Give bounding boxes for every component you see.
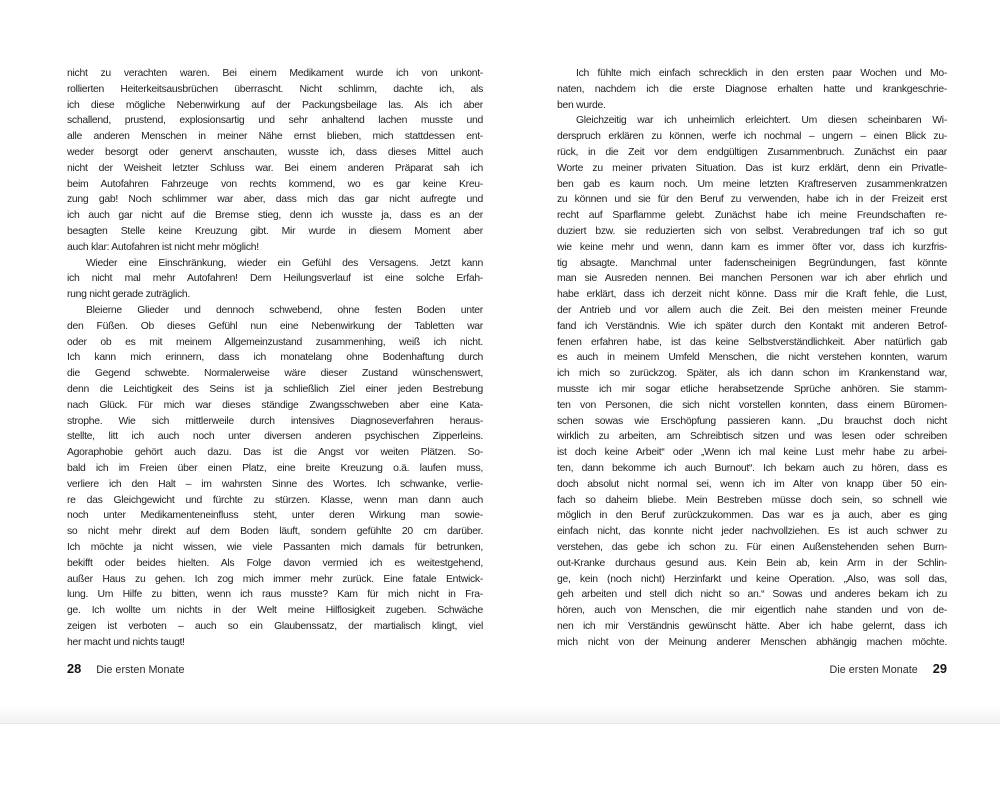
- text-line: ich auch gar nicht auf die Bremse stieg, denn ich wusste ja, dass es an der: [67, 210, 483, 222]
- text-line: Bleierne Glieder und dennoch schwebend, ohne festen Boden unter: [86, 304, 483, 316]
- text-line: schen sowas wie Erschöpfung passieren kann. „Du brauchst doch nicht: [557, 415, 947, 427]
- text-line: ich diese mögliche Nebenwirkung auf der Packungsbeilage las. Als ich aber: [67, 99, 483, 111]
- text-line: her macht und nichts taugt!: [67, 636, 185, 648]
- text-line: strophe. Wie sich mittlerweile durch intensives Diagnoseverfahren heraus-: [67, 415, 483, 427]
- text-line: verliere ich den Halt – im wahrsten Sinne des Wortes. Ich schwanke, verlie-: [67, 478, 483, 490]
- text-line: rung nicht gerade zuträglich.: [67, 289, 190, 301]
- text-line: Worte zu meiner privaten Situation. Das ist kurz erklärt, denn ein Privatle-: [557, 162, 947, 174]
- page-footer-left: [67, 661, 184, 676]
- text-line: es auch in meinem Umfeld Menschen, die nicht verstehen konnten, warum: [557, 352, 947, 364]
- page-footer-right: [830, 661, 947, 676]
- text-line: Wieder eine Einschränkung, wieder ein Gefühl des Versagens. Jetzt kann: [86, 257, 483, 269]
- text-line: schallend, prustend, explosionsartig und sehr anhaltend lachen musste und: [67, 115, 483, 127]
- text-line: besagten Stelle keine Kreuzung gibt. Mir wurde in diesem Moment aber: [67, 225, 483, 237]
- text-line: Ich kann mich erinnern, dass ich monatelang ohne Bodenhaftung durch: [67, 352, 483, 364]
- running-title-left: Die ersten Monate: [96, 664, 185, 676]
- text-line: duziert bzw. sie reduzierten sich von selbst. Verabredungen traf ich so gut: [557, 225, 947, 237]
- text-line: möglich in den Beruf zurückzukommen. Das war es ja auch, aber es ging: [557, 510, 947, 522]
- page-right-text: [557, 66, 947, 650]
- page-number-left: 28: [67, 661, 82, 676]
- text-line: ben wurde.: [557, 99, 606, 111]
- text-line: nicht der Weisheit letzter Schluss war. Bei einem anderen Präparat sah ich: [67, 162, 483, 174]
- text-line: nicht zu verachten waren. Bei einem Medikament wurde ich von unkont-: [67, 68, 483, 79]
- text-line: denn die Leichtigkeit des Seins ist ja schließlich Ziel einer jeden Bestrebung: [67, 383, 483, 395]
- text-line: naten, nachdem ich die erste Diagnose erhalten hatte und krankgeschrie-: [557, 83, 947, 95]
- text-line: wie keine mehr und wenn, dann kam es immer öfter vor, dass ich kurzfris-: [557, 241, 947, 253]
- text-line: nach Glück. Für mich war dieses ständige Zwangsschweben aber eine Kata-: [67, 399, 483, 411]
- text-line: den Füßen. Ob dieses Gefühl nun eine Nebenwirkung der Tabletten war: [67, 320, 483, 332]
- text-line: geh arbeiten und stell dich nicht so an.“ Sowas und anderes bekam ich zu: [557, 589, 947, 601]
- text-line: bekifft oder beides hielten. Als Folge davon vermied ich es weitestgehend,: [67, 557, 483, 569]
- text-line: noch unter Medikamenteneinfluss steht, unter deren Wirkung man sowie-: [67, 510, 483, 522]
- text-line: zung gab! Noch schlimmer war aber, dass mich das gar nicht aufregte und: [67, 194, 483, 206]
- text-line: alle anderen Menschen in meiner Nähe ernst blieben, mich stattdessen ent-: [67, 131, 483, 143]
- text-line: rollierten Heiterkeitsausbrüchen überrascht. Nicht schlimm, dachte ich, als: [67, 83, 483, 95]
- text-line: oder ob es mit meinem Allgemeinzustand zusammenhing, weiß ich nicht.: [67, 336, 483, 348]
- text-line: habe erklärt, dass ich derzeit nicht könne. Dass mir die Kraft fehle, die Lust,: [557, 289, 947, 301]
- text-line: hören, auch von Menschen, die mir eigentlich nahe standen und von de-: [557, 605, 947, 617]
- text-line: zu können und sie für den Beruf zu verwenden, habe ich in der Freizeit erst: [557, 194, 947, 206]
- text-line: ben gab es kaum noch. Um meine letzten Kraftreserven zusammenkratzen: [557, 178, 947, 190]
- text-line: weder besorgt oder genervt anschauten, wusste ich, dass dieses Mittel auch: [67, 146, 483, 158]
- text-line: ten von Personen, die sich nicht vorstellen konnten, dass einem Büromen-: [557, 399, 947, 411]
- text-line: tig absagte. Manchmal unter fadenscheinigen Begründungen, fast könnte: [557, 257, 947, 269]
- text-line: recht auf Sparflamme gelebt. Zunächst habe ich meine Freundschaften re-: [557, 210, 947, 222]
- text-line: einfach nicht, das konnte nicht jeder nachvollziehen. Es ist auch schwer zu: [557, 526, 947, 538]
- text-line: man sie Ausreden nennen. Bei manchen Personen war ich aber ehrlich und: [557, 273, 947, 285]
- text-line: fach so daheim bliebe. Mein Bestreben müsse doch sein, so schnell wie: [557, 494, 947, 506]
- text-line: ich nicht mal mehr Autofahren! Dem Heilungsverlauf ist eine solche Erfah-: [67, 273, 483, 285]
- text-line: Agoraphobie gehört auch dazu. Das ist die Angst vor weiten Plätzen. So-: [67, 447, 483, 459]
- text-line: Ich möchte ja nicht wissen, wie viele Passanten mich damals für betrunken,: [67, 541, 483, 553]
- text-line: fand ich Verständnis. Wie ich später durch den Kontakt mit anderen Betrof-: [557, 320, 947, 332]
- text-line: so nicht mehr direkt auf dem Boden läuft, sondern gefühlte 20 cm darüber.: [67, 526, 483, 538]
- text-line: mich nicht von der Meinung anderer Menschen abhängig machen möchte.: [557, 636, 947, 648]
- text-line: ge. Ich wollte um nichts in der Welt meine Hilflosigkeit zugeben. Schwäche: [67, 605, 483, 617]
- text-line: Ich fühlte mich einfach schrecklich in den ersten paar Wochen und Mo-: [576, 68, 947, 79]
- viewer-background: [0, 724, 1000, 800]
- text-line: ge, kein (noch nicht) Herzinfarkt und keine Operation. „Also, was soll das,: [557, 573, 947, 585]
- text-line: out-Kranke durchaus gesund aus. Kein Bein ab, kein Arm in der Schlin-: [557, 557, 947, 569]
- page-number-right: 29: [932, 661, 947, 676]
- text-line: rück, in die Zeit vor dem endgültigen Zusammenbruch. Zunächst ein paar: [557, 146, 947, 158]
- text-line: außer Haus zu gehen. Ich zog mich immer mehr zurück. Eine fatale Entwick-: [67, 573, 483, 585]
- text-line: ist doch keine Arbeit“ oder „Wenn ich mal keine Lust mehr habe zu arbei-: [557, 447, 947, 459]
- text-line: der Antrieb und vor allem auch die Zeit. Bei den meisten meiner Freunde: [557, 304, 947, 316]
- text-line: musste ich mir sogar etliche herabsetzende Sprüche anhören. Sie stamm-: [557, 383, 947, 395]
- text-line: re das Gleichgewicht und fürchte zu stürzen. Klasse, wenn man dann auch: [67, 494, 483, 506]
- text-line: zeigen ist verboten – auch so ein Glaubenssatz, der martialisch klingt, viel: [67, 620, 483, 632]
- text-line: bald ich im Freien über einen Platz, eine breite Kreuzung o.ä. laufen muss,: [67, 462, 483, 474]
- text-line: Gleichzeitig war ich unheimlich erleichtert. Um diesen scheinbaren Wi-: [576, 115, 947, 127]
- text-line: derspruch erklären zu können, werfe ich nochmal – ungern – einen Blick zu-: [557, 131, 947, 143]
- text-line: verstehen, das gebe ich schon zu. Für einen Außenstehenden sehen Burn-: [557, 541, 947, 553]
- text-line: beim Autofahren Fahrzeuge von rechts kommend, wo es gar keine Kreu-: [67, 178, 483, 190]
- text-line: auch klar: Autofahren ist nicht mehr möglich!: [67, 241, 259, 253]
- page-bottom-edge: [0, 705, 1000, 724]
- running-title-right: Die ersten Monate: [829, 664, 918, 676]
- text-line: ich mich so zurückzog. Später, als ich dann schon im Krankenstand war,: [557, 368, 947, 380]
- text-line: stellte, litt ich auch noch unter diversen anderen psychischen Zipperleins.: [67, 431, 483, 443]
- text-line: doch absolut nicht normal sei, wenn ich im Alter von knapp über 50 ein-: [557, 478, 947, 490]
- text-line: ten, dann bekomme ich auch Burnout“. Ich bekam auch zu hören, dass es: [557, 462, 947, 474]
- text-line: fenen erfahren habe, ist das keine Selbstverständlichkeit. Aber natürlich gab: [557, 336, 947, 348]
- text-line: wirklich zu arbeiten, am Schreibtisch sitzen und was lesen oder schreiben: [557, 431, 947, 443]
- page-left-text: [67, 66, 483, 650]
- text-line: die Gegend schwebte. Normalerweise wäre dieser Zustand wünschenswert,: [67, 368, 483, 380]
- text-line: lung. Um Hilfe zu bitten, wenn ich raus musste? Kam für mich nicht in Fra-: [67, 589, 483, 601]
- text-line: nen ich mir Verständnis gewünscht hätte. Aber ich habe gelernt, dass ich: [557, 620, 947, 632]
